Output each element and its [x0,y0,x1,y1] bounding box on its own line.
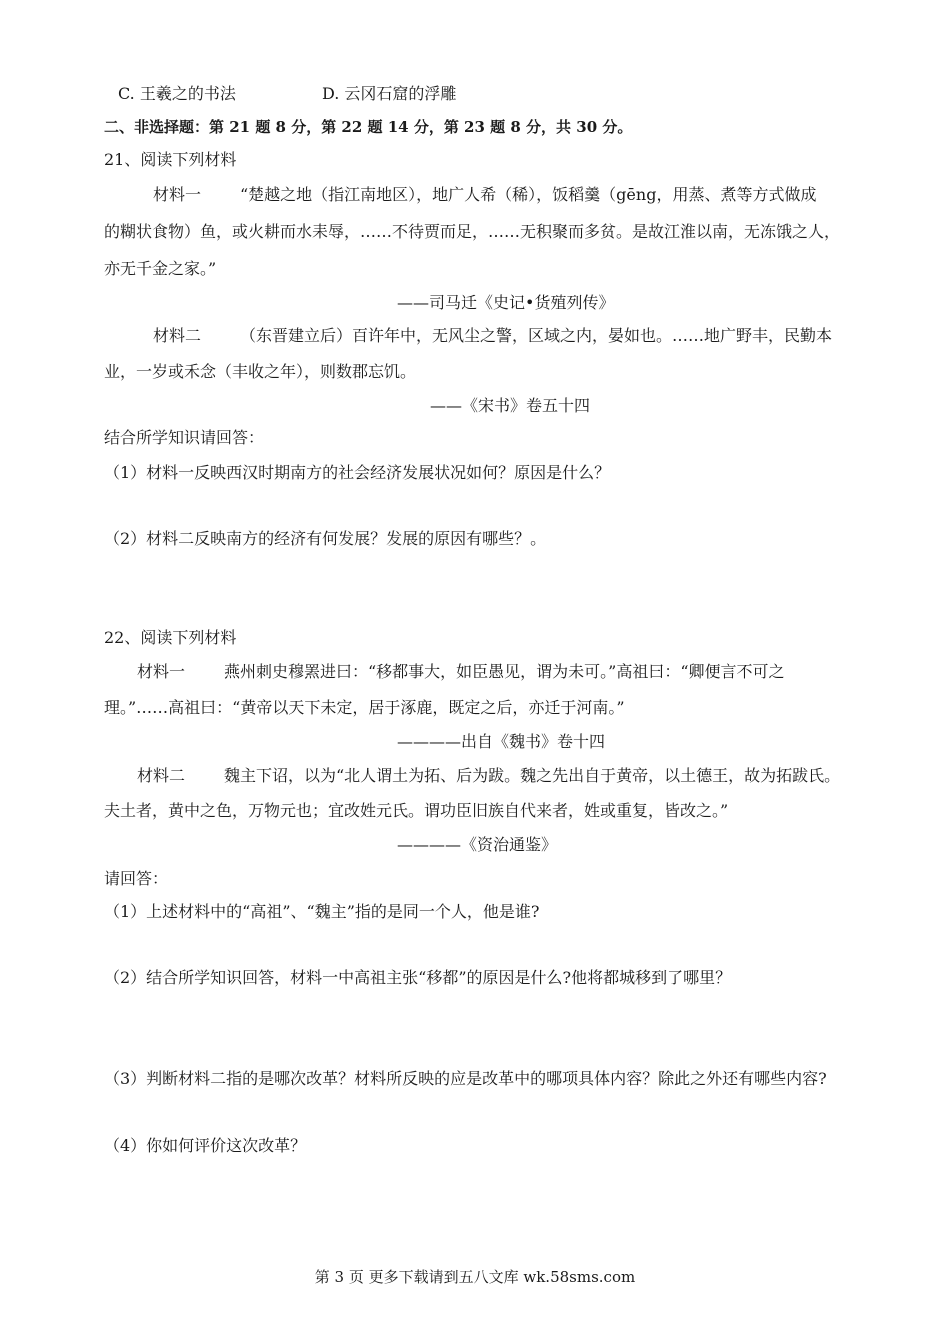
q21-material2-source: ——《宋书》卷五十四 [430,396,591,415]
q22-material1-line2: 理。”……高祖曰：“黄帝以天下未定，居于涿鹿，既定之后，亦迁于河南。” [104,698,625,717]
q22-title: 22、阅读下列材料 [104,628,237,647]
page-footer: 第 3 页 更多下载请到五八文库 wk.58sms.com [314,1268,636,1286]
q21-sub1: （1）材料一反映西汉时期南方的社会经济发展状况如何？原因是什么？ [104,463,611,482]
q22-material2-source: ————《资治通鉴》 [397,835,558,854]
q21-title: 21、阅读下列材料 [104,150,237,169]
q21-material2-line2: 业，一岁或禾念（丰收之年），则数郡忘饥。 [104,362,417,381]
q22-sub4: （4）你如何评价这次改革？ [104,1136,307,1155]
q22-material1-line1: 燕州刺史穆罴进曰：“移都事大，如臣愚见，谓为未可。”高祖曰：“卿便言不可之 [224,662,785,681]
q21-material1-source: ——司马迁《史记•货殖列传》 [397,293,615,312]
q22-sub3: （3）判断材料二指的是哪次改革？材料所反映的应是改革中的哪项具体内容？除此之外还有哪些内容? [104,1069,827,1088]
q22-material2-line2: 夫土者，黄中之色，万物元也；宜改姓元氏。谓功臣旧族自代来者，姓或重复，皆改之。” [104,801,729,820]
q22-material1-label: 材料一 [137,662,186,681]
q22-sub2: （2）结合所学知识回答，材料一中高祖主张“移都”的原因是什么?他将都城移到了哪里？ [104,968,732,987]
section2-header: 二、非选择题：第 21 题 8 分，第 22 题 14 分，第 23 题 8 分，共 30 分。 [104,118,633,136]
q22-material1-source: ————出自《魏书》卷十四 [397,732,606,751]
q21-material2-line1: （东晋建立后）百许年中，无风尘之警，区域之内，晏如也。……地广野丰，民勤本 [240,326,833,345]
q22-material2-line1: 魏主下诏，以为“北人谓土为拓、后为跋。魏之先出自于黄帝，以土德王，故为拓跋氏。 [224,766,841,785]
q22-material2-label: 材料二 [137,766,186,785]
q21-sub2: （2）材料二反映南方的经济有何发展？发展的原因有哪些？。 [104,529,547,548]
q21-material2-label: 材料二 [153,326,202,345]
q21-material1-label: 材料一 [153,185,202,204]
q21-material1-line3: 亦无千金之家。” [104,259,217,278]
option-d: D. 云冈石窟的浮雕 [322,84,457,103]
q22-prompt: 请回答： [104,869,169,888]
q22-sub1: （1）上述材料中的“高祖”、“魏主”指的是同一个人，他是谁? [104,902,540,921]
option-c: C. 王羲之的书法 [118,84,236,103]
q21-material1-line2: 的糊状食物）鱼，或火耕而水耒辱，……不待贾而足，……无积聚而多贫。是故江淮以南，无冻饿之人， [104,222,841,241]
q21-material1-line1: “楚越之地（指江南地区），地广人希（稀），饭稻羹（gēng，用蒸、煮等方式做成 [240,185,817,204]
q21-prompt: 结合所学知识请回答： [104,428,265,447]
